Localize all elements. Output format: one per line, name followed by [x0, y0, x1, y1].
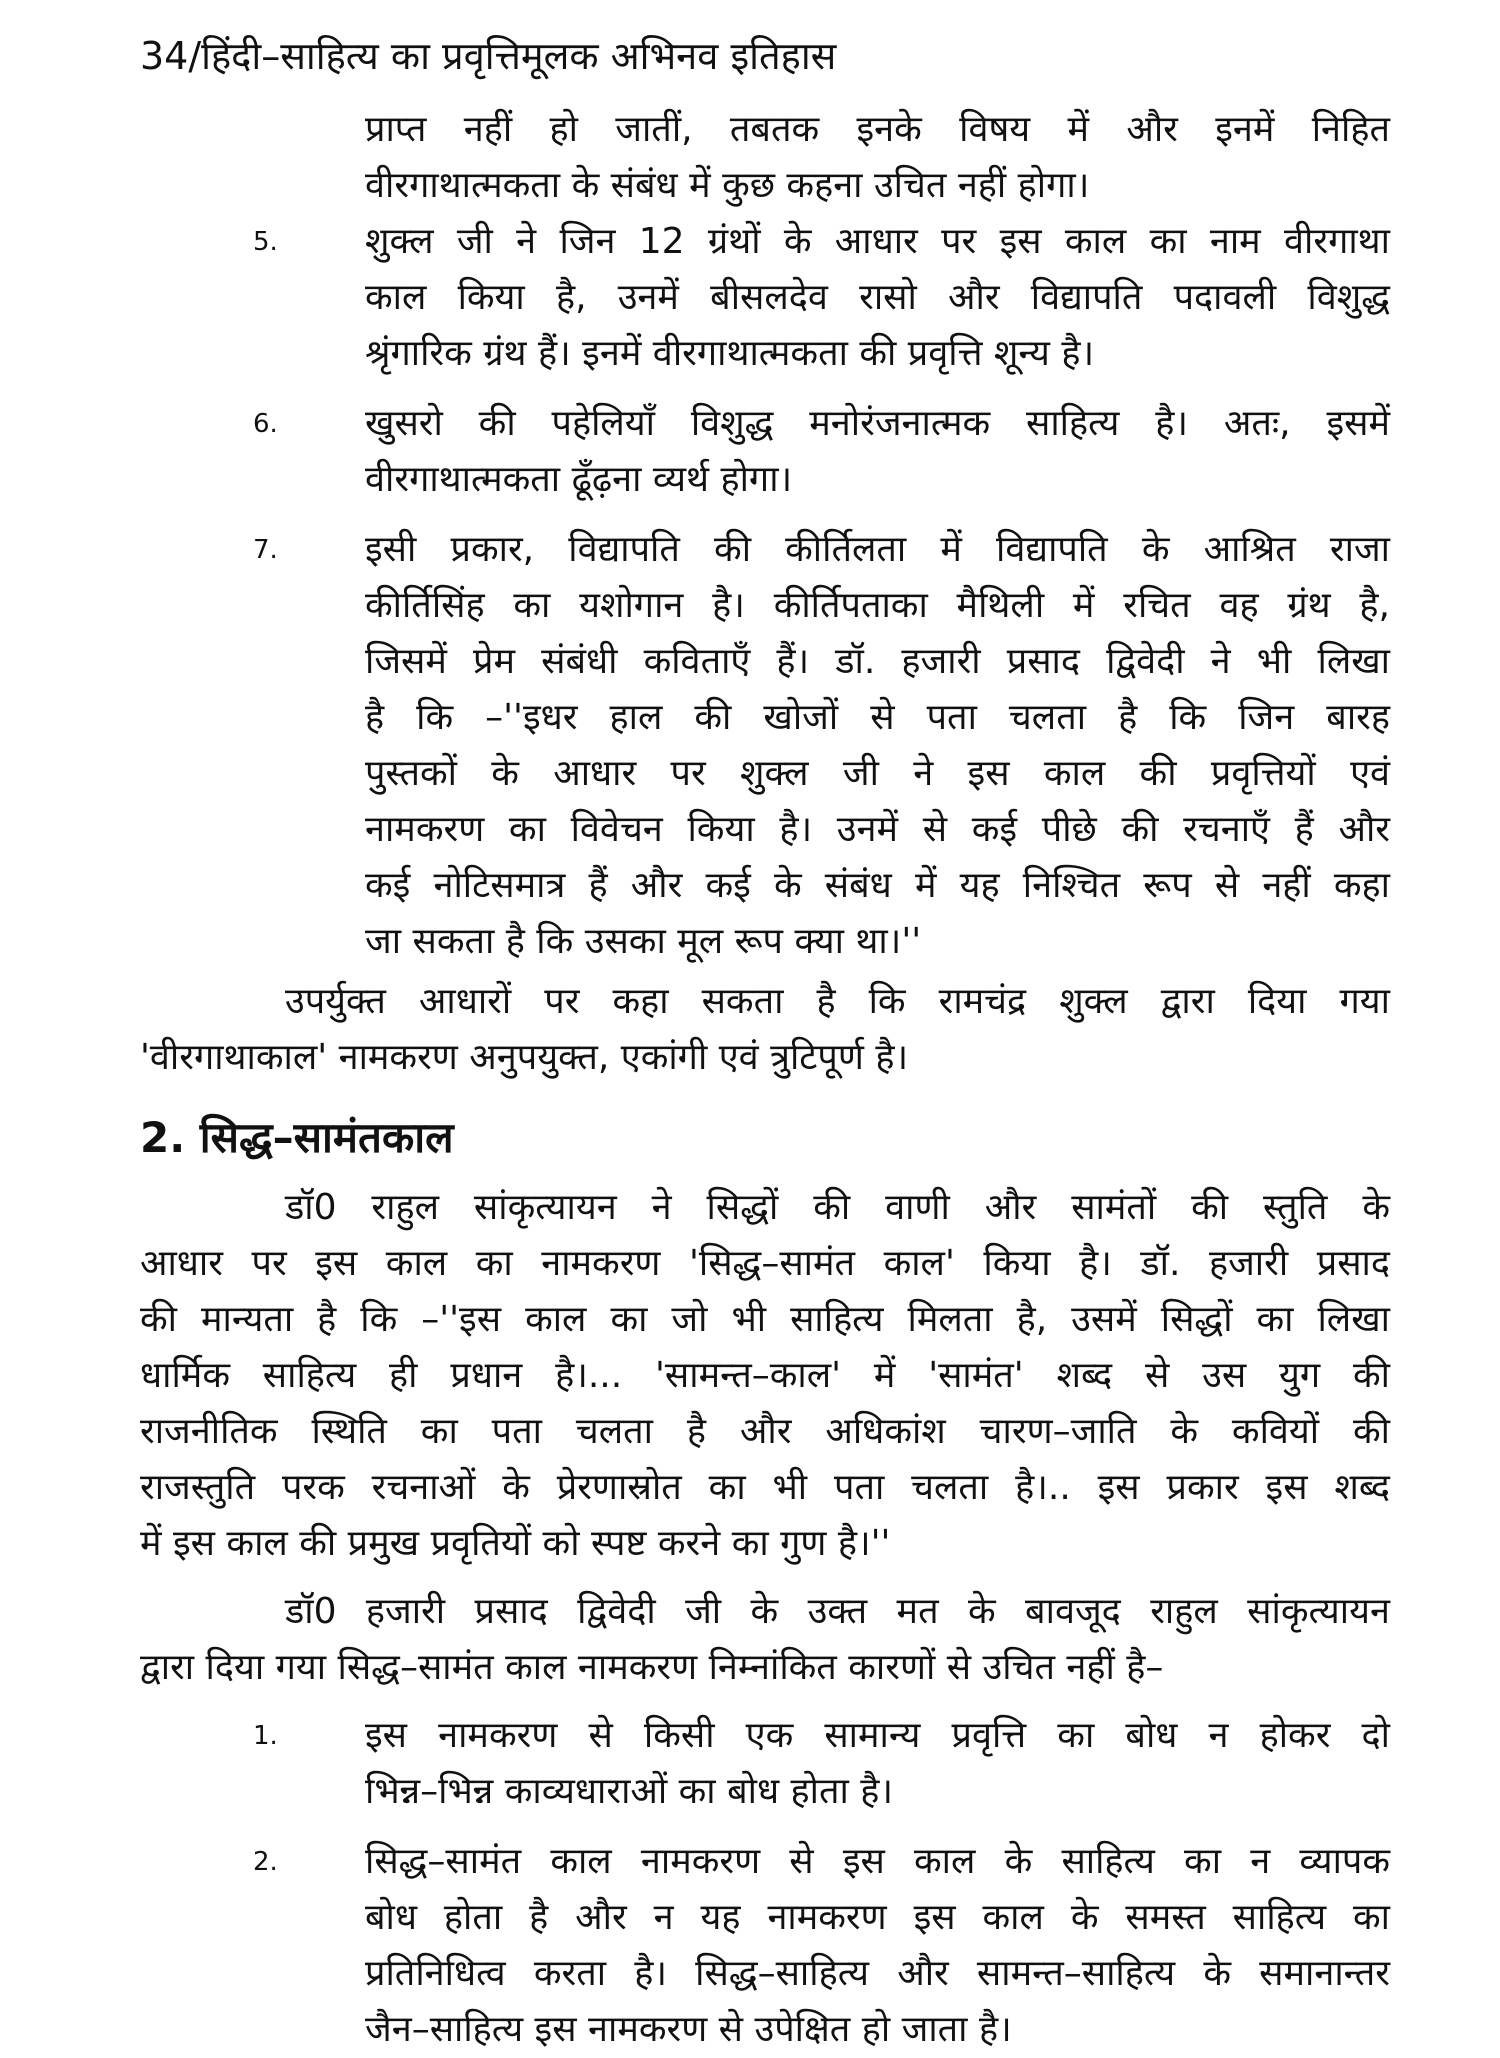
text-line: शुक्ल जी ने जिन 12 ग्रंथों के आधार पर इस काल का नाम वीरगाथा — [365, 221, 1390, 262]
text-line: भिन्न–भिन्न काव्यधाराओं का बोध होता है। — [365, 1771, 894, 1812]
section-heading: 2. सिद्ध–सामंतकाल — [140, 1113, 454, 1162]
text-line: इस नामकरण से किसी एक सामान्य प्रवृत्ति का बोध न होकर दो — [365, 1715, 1390, 1756]
text-line: धार्मिक साहित्य ही प्रधान है।... 'सामन्त–काल' में 'सामंत' शब्द से उस युग की — [140, 1355, 1390, 1396]
text-line: नामकरण का विवेचन किया है। उनमें से कई पीछे की रचनाएँ हैं और — [365, 809, 1390, 850]
text-line: है कि –''इधर हाल की खोजों से पता चलता है कि जिन बारह — [365, 697, 1390, 738]
text-line: कई नोटिसमात्र हैं और कई के संबंध में यह निश्चित रूप से नहीं कहा — [365, 865, 1390, 906]
list-number: 1. — [253, 1721, 278, 1751]
text-line: खुसरो की पहेलियाँ विशुद्ध मनोरंजनात्मक साहित्य है। अतः, इसमें — [365, 403, 1390, 444]
text-line: 'वीरगाथाकाल' नामकरण अनुपयुक्त, एकांगी एवं त्रुटिपूर्ण है। — [140, 1037, 909, 1078]
text-line: श्रृंगारिक ग्रंथ हैं। इनमें वीरगाथात्मकता की प्रवृत्ति शून्य है। — [365, 333, 1095, 374]
text-line: प्रतिनिधित्व करता है। सिद्ध–साहित्य और सामन्त–साहित्य के समानान्तर — [365, 1953, 1390, 1994]
continuation-block — [140, 102, 1390, 214]
text-line: जा सकता है कि उसका मूल रूप क्या था।'' — [365, 921, 922, 962]
text-line: जिसमें प्रेम संबंधी कविताएँ हैं। डॉ. हजारी प्रसाद द्विवेदी ने भी लिखा — [365, 641, 1390, 682]
text-line: काल किया है, उनमें बीसलदेव रासो और विद्यापति पदावली विशुद्ध — [365, 277, 1390, 318]
text-line: वीरगाथात्मकता ढूँढ़ना व्यर्थ होगा। — [365, 459, 793, 500]
text-line: प्राप्त नहीं हो जातीं, तबतक इनके विषय में और इनमें निहित — [365, 109, 1390, 150]
text-line: वीरगाथात्मकता के संबंध में कुछ कहना उचित नहीं होगा। — [365, 165, 1090, 206]
text-line: बोध होता है और न यह नामकरण इस काल के समस्त साहित्य का — [365, 1897, 1390, 1938]
text-line: की मान्यता है कि –''इस काल का जो भी साहित्य मिलता है, उसमें सिद्धों का लिखा — [140, 1299, 1390, 1340]
list-number: 5. — [253, 227, 278, 257]
numbered-list-1 — [140, 214, 1390, 970]
text-line: कीर्तिसिंह का यशोगान है। कीर्तिपताका मैथिली में रचित वह ग्रंथ है, — [365, 585, 1390, 626]
running-head: 34/हिंदी–साहित्य का प्रवृत्तिमूलक अभिनव इतिहास — [140, 34, 837, 78]
conclusion-paragraph — [140, 974, 1390, 1086]
text-line: आधार पर इस काल का नामकरण 'सिद्ध–सामंत काल' किया है। डॉ. हजारी प्रसाद — [140, 1243, 1390, 1284]
text-line: सिद्ध–सामंत काल नामकरण से इस काल के साहित्य का न व्यापक — [365, 1841, 1390, 1882]
text-line: पुस्तकों के आधार पर शुक्ल जी ने इस काल की प्रवृत्तियों एवं — [365, 753, 1390, 794]
list-item — [140, 214, 1390, 382]
list-number: 6. — [253, 409, 278, 439]
list-item — [140, 396, 1390, 508]
text-line: डॉ0 हजारी प्रसाद द्विवेदी जी के उक्त मत के बावजूद राहुल सांकृत्यायन — [285, 1591, 1390, 1632]
list-item — [140, 1708, 1390, 1820]
paragraph — [140, 1180, 1390, 1572]
list-number: 7. — [253, 535, 278, 565]
list-item — [140, 522, 1390, 970]
text-line: उपर्युक्त आधारों पर कहा सकता है कि रामचंद्र शुक्ल द्वारा दिया गया — [285, 981, 1390, 1022]
text-line: डॉ0 राहुल सांकृत्यायन ने सिद्धों की वाणी और सामंतों की स्तुति के — [285, 1187, 1390, 1228]
paragraph — [140, 1584, 1390, 1696]
text-line: जैन–साहित्य इस नामकरण से उपेक्षित हो जाता है। — [365, 2009, 1012, 2050]
text-line: राजस्तुति परक रचनाओं के प्रेरणास्रोत का भी पता चलता है।.. इस प्रकार इस शब्द — [140, 1467, 1390, 1508]
list-item — [140, 1834, 1390, 2058]
list-number: 2. — [253, 1847, 278, 1877]
numbered-list-2 — [140, 1708, 1390, 2058]
text-line: राजनीतिक स्थिति का पता चलता है और अधिकांश चारण–जाति के कवियों की — [140, 1411, 1390, 1452]
text-line: इसी प्रकार, विद्यापति की कीर्तिलता में विद्यापति के आश्रित राजा — [365, 529, 1390, 570]
text-line: द्वारा दिया गया सिद्ध–सामंत काल नामकरण निम्नांकित कारणों से उचित नहीं है– — [140, 1647, 1164, 1688]
text-line: में इस काल की प्रमुख प्रवृतियों को स्पष्ट करने का गुण है।'' — [140, 1523, 891, 1564]
